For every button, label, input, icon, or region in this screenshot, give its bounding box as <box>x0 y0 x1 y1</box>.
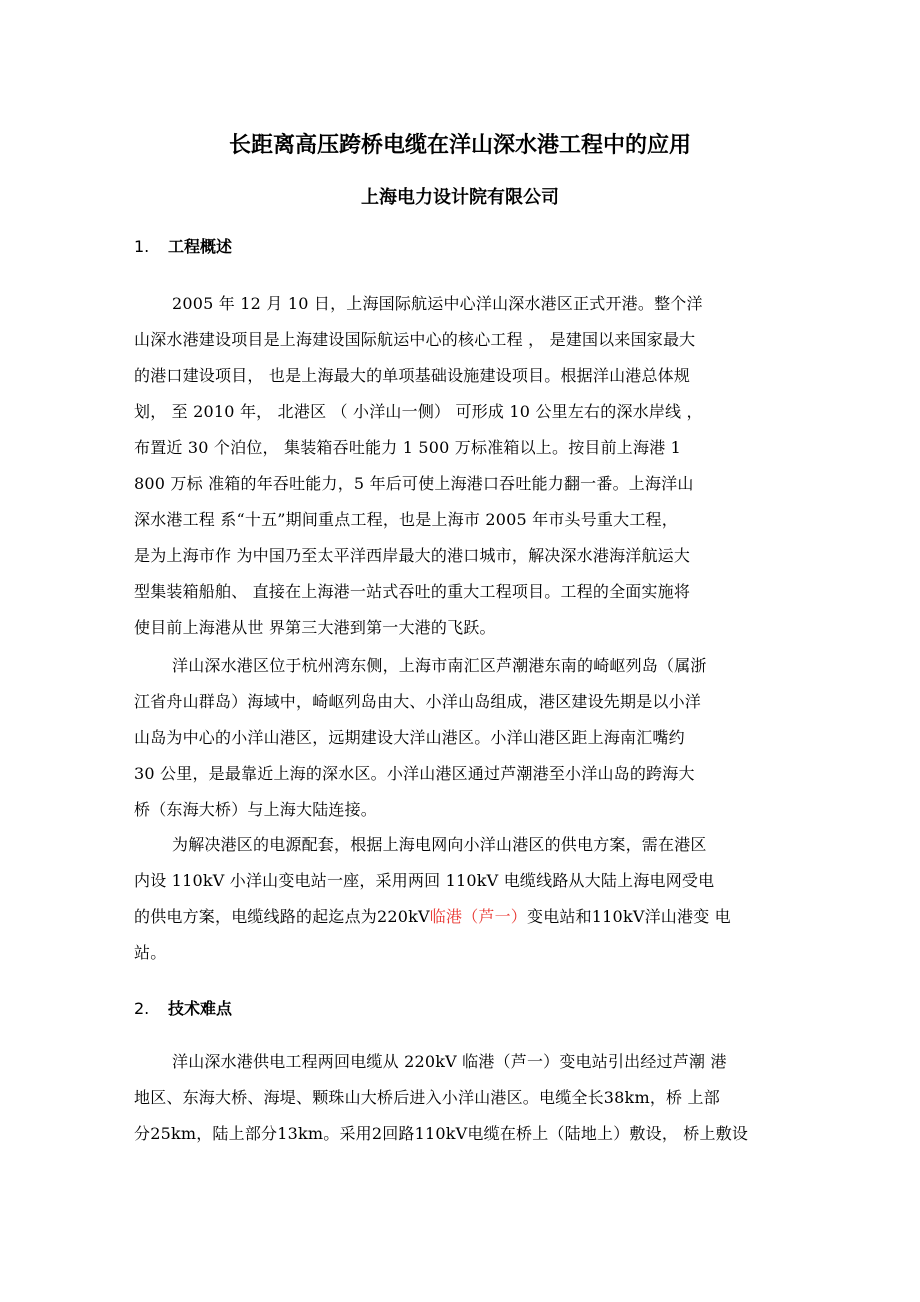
text-line: 使目前上海港从世 界第三大港到第一大港的飞跃。 <box>134 618 496 637</box>
text-line: 内设 110kV 小洋山变电站一座，采用两回 110kV 电缆线路从大陆上海电网受电 <box>134 871 715 890</box>
text-line: 山岛为中心的小洋山港区，远期建设大洋山港区。小洋山港区距上海南汇嘴约 <box>134 728 685 747</box>
text-line: 是为上海市作 为中国乃至太平洋西岸最大的港口城市，解决深水港海洋航运大 <box>134 546 691 565</box>
text-line: 洋山深水港区位于杭州湾东侧，上海市南汇区芦潮港东南的崎岖列岛（属浙 <box>172 656 707 675</box>
paragraph-port-location <box>134 648 798 828</box>
paragraph-cable-route <box>134 1044 798 1152</box>
text-line: 分25km，陆上部分13km。采用2回路110kV电缆在桥上（陆地上）敷设， 桥上敷设 <box>134 1124 749 1143</box>
section-number: 1. <box>134 237 150 256</box>
section-title: 技术难点 <box>168 999 233 1018</box>
paragraph-power-supply <box>134 827 798 971</box>
text-line: 800 万标 准箱的年吞吐能力，5 年后可使上海港口吞吐能力翻一番。上海洋山 <box>134 474 694 493</box>
text-line: 的港口建设项目， 也是上海最大的单项基础设施建设项目。根据洋山港总体规 <box>134 366 691 385</box>
text-line: 深水港工程 系“十五”期间重点工程，也是上海市 2005 年市头号重大工程， <box>134 510 678 529</box>
document-author: 上海电力设计院有限公司 <box>361 187 559 208</box>
text-line: 桥（东海大桥）与上海大陆连接。 <box>134 800 378 819</box>
text-line: 地区、东海大桥、海堤、颗珠山大桥后进入小洋山港区。电缆全长38km，桥 上部 <box>134 1088 720 1107</box>
text-line: 划， 至 2010 年， 北港区 （ 小洋山一侧） 可形成 10 公里左右的深水岸线 ， <box>134 402 703 421</box>
text-line <box>134 899 798 935</box>
text-line: 30 公里，是最靠近上海的深水区。小洋山港区通过芦潮港至小洋山岛的跨海大 <box>134 764 695 783</box>
section-heading-technical-difficulties <box>134 996 232 1022</box>
text-line: 为解决港区的电源配套，根据上海电网向小洋山港区的供电方案，需在港区 <box>172 835 707 854</box>
text-line: 江省舟山群岛）海域中，崎岖列岛由大、小洋山岛组成，港区建设先期是以小洋 <box>134 692 702 711</box>
text-line: 站。 <box>134 943 167 962</box>
text-line: 型集装箱船舶、 直接在上海港一站式吞吐的重大工程项目。工程的全面实施将 <box>134 582 691 601</box>
section-title: 工程概述 <box>168 237 233 256</box>
text-segment: 变电站和110kV洋山港变 电 <box>527 907 731 926</box>
document-title: 长距离高压跨桥电缆在洋山深水港工程中的应用 <box>228 133 691 158</box>
text-segment: 的供电方案，电缆线路的起迄点为220kV <box>134 907 430 926</box>
section-heading-overview <box>134 234 232 260</box>
text-line: 布置近 30 个泊位， 集装箱吞吐能力 1 500 万标准箱以上。按目前上海港 1 <box>134 438 682 457</box>
text-line: 山深水港建设项目是上海建设国际航运中心的核心工程 ， 是建国以来国家最大 <box>134 330 696 349</box>
text-line: 2005 年 12 月 10 日，上海国际航运中心洋山深水港区正式开港。整个洋 <box>172 294 703 313</box>
highlighted-substation-name: 临港（芦一） <box>429 907 527 926</box>
text-line: 洋山深水港供电工程两回电缆从 220kV 临港（芦一）变电站引出经过芦潮 港 <box>172 1052 727 1071</box>
section-number: 2. <box>134 999 150 1018</box>
paragraph-project-overview <box>134 286 798 646</box>
